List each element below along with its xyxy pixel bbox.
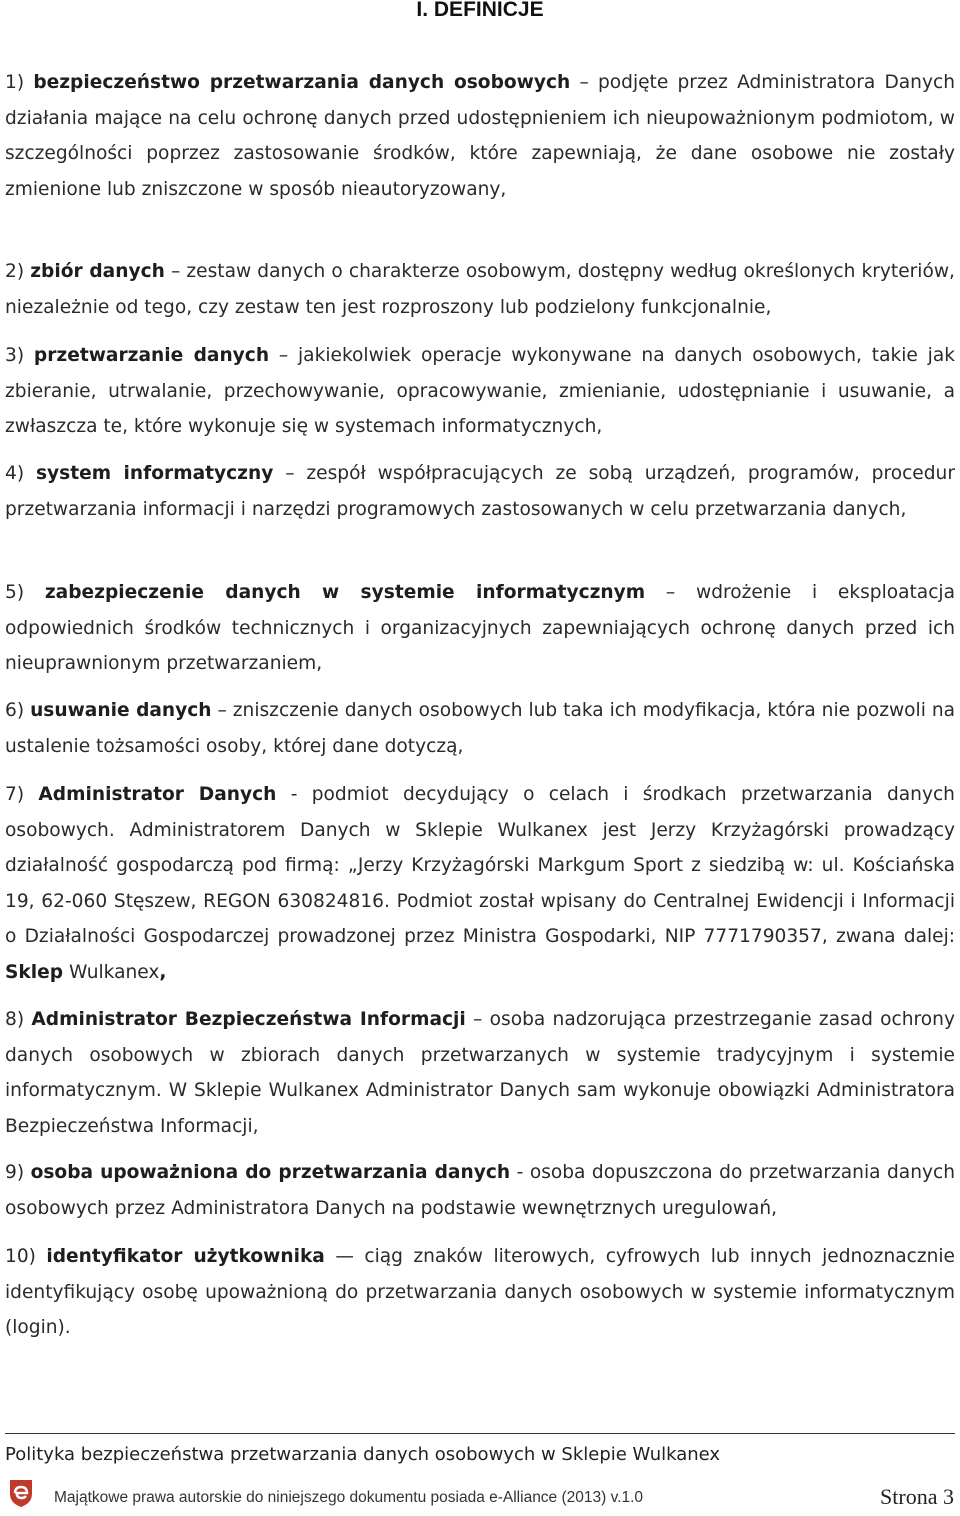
shop-name-bold: Sklep [5,961,64,983]
definition-10: 10) identyfikator użytkownika — ciąg znaków literowych, cyfrowych lub innych jednoznacznie identyfikujący osobę upoważnioną do przetwarzania danych osobowych w systemie informatycznym (login). [5,1246,955,1338]
definition-term: zbiór danych [30,261,165,282]
definition-8: 8) Administrator Bezpieczeństwa Informacji – osoba nadzorująca przestrzeganie zasad ochrony danych osobowych w zbiorach danych przetwarzanych w systemie tradycyjnym i systemie informatycznym. W Sklepie Wulkanex Administrator Danych sam wykonuje obowiązki Administratora Bezpieczeństwa Informacji, [5,1009,955,1137]
e-alliance-logo-icon [8,1478,34,1508]
definition-term: usuwanie danych [30,700,212,721]
definition-6: 6) usuwanie danych – zniszczenie danych osobowych lub taka ich modyfikacja, która nie pozwoli na ustalenie tożsamości osoby, której dane dotyczą, [5,700,956,757]
definition-7: 7) Administrator Danych - podmiot decydujący o celach i środkach przetwarzania danych osobowych. Administratorem Danych w Sklepie Wulkanex jest Jerzy Krzyżagórski prowadzący działalność gospodarczą pod firmą: „Jerzy Krzyżagórski Markgum Sport z siedzibą w: ul. Kościańska 19, 62-060 Stęszew, REGON 630824816. Podmiot został wpisany do Centralnej Ewidencji i Informacji o Działalności Gospodarczej prowadzonej przez Ministra Gospodarki, NIP 7771790357, zwana dalej: Sklep Wulkanex, [5,784,955,983]
definition-2: 2) zbiór danych – zestaw danych o charakterze osobowym, dostępny według określonych kryteriów, niezależnie od tego, czy zestaw ten jest rozproszony lub podzielony funkcjonalnie, [5,261,955,318]
definition-1: 1) bezpieczeństwo przetwarzania danych osobowych – podjęte przez Administratora Danych działania mające na celu ochronę danych przed udostępnieniem ich nieupoważnionym podmiotom, w szczególności poprzez zastosowanie środków, które zapewniają, że dane osobowe nie zostały zmienione lub zniszczone w sposób nieautoryzowany, [5,72,955,200]
definition-term: Administrator Bezpieczeństwa Informacji [31,1009,466,1030]
section-heading: I. DEFINICJE [416,0,544,21]
page-number: Strona 3 [880,1484,954,1509]
definition-term: bezpieczeństwo przetwarzania danych osobowych [33,72,571,93]
footer-divider [5,1433,955,1434]
definition-term: przetwarzanie danych [33,345,270,366]
definition-9: 9) osoba upoważniona do przetwarzania danych - osoba dopuszczona do przetwarzania danych osobowych przez Administratora Danych na podstawie wewnętrznych uregulowań, [5,1162,956,1219]
definition-term: osoba upoważniona do przetwarzania danych [30,1162,511,1183]
definition-term: identyfikator użytkownika [46,1246,325,1267]
definition-3: 3) przetwarzanie danych – jakiekolwiek operacje wykonywane na danych osobowych, takie jak zbieranie, utrwalanie, przechowywanie, opracowywanie, zmienianie, udostępnianie i usuwanie, a zwłaszcza te, które wykonuje się w systemach informatycznych, [5,345,955,437]
footer-copyright: Majątkowe prawa autorskie do niniejszego dokumentu posiada e-Alliance (2013) v.1.0 [54,1489,644,1506]
definition-term: zabezpieczenie danych w systemie informatycznym [44,582,646,603]
definition-4: 4) system informatyczny – zespół współpracujących ze sobą urządzeń, programów, procedur przetwarzania informacji i narzędzi programowych zastosowanych w celu przetwarzania danych, [5,463,955,520]
footer-document-title: Polityka bezpieczeństwa przetwarzania danych osobowych w Sklepie Wulkanex [5,1444,721,1465]
definition-5: 5) zabezpieczenie danych w systemie informatycznym – wdrożenie i eksploatacja odpowiednich środków technicznych i organizacyjnych zapewniających ochronę danych przed ich nieuprawnionym przetwarzaniem, [5,582,955,674]
definition-term: system informatyczny [35,463,274,484]
definition-term: Administrator Danych [38,784,277,805]
